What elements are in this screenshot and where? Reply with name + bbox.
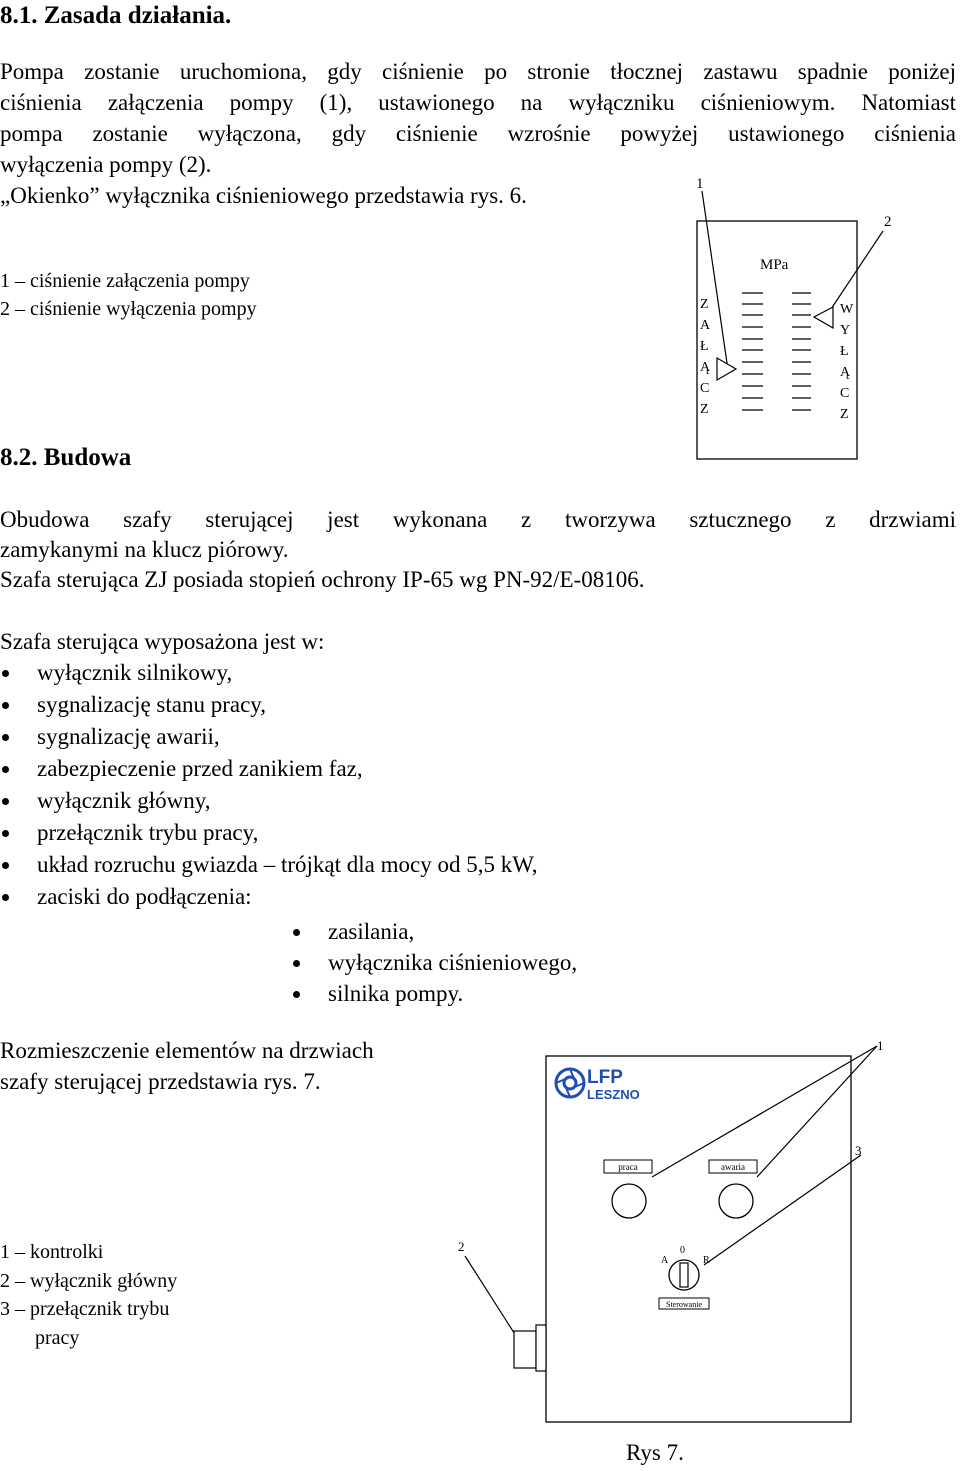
equipment-list-intro: Szafa sterująca wyposażona jest w: <box>0 629 325 654</box>
svg-text:LFP: LFP <box>587 1067 623 1088</box>
list-item: zaciski do podłączenia: <box>0 881 538 913</box>
fig6-left-letter: Z <box>700 402 709 417</box>
awaria-indicator-lamp <box>719 1184 753 1218</box>
switch-pos-r: R <box>703 1255 710 1266</box>
fig6-left-letter: Ł <box>700 339 709 354</box>
list-item: zabezpieczenie przed zanikiem faz, <box>0 753 538 785</box>
fig7-legend-3: 3 – przełącznik trybu <box>0 1298 170 1320</box>
list-item: sygnalizację awarii, <box>0 721 538 753</box>
fig6-right-letter: Z <box>840 407 849 422</box>
fig7-legend-3-cont: pracy <box>35 1327 80 1349</box>
fig6-right-letter: Y <box>840 323 851 338</box>
terminal-sub-list <box>291 916 577 1009</box>
list-item: wyłącznik silnikowy, <box>0 657 538 689</box>
fig6-label-2: 2 <box>884 214 892 230</box>
sub-list-item: zasilania, <box>291 916 577 947</box>
fig6-pressure-switch-window <box>680 170 920 466</box>
callout-3: 3 <box>855 1143 862 1158</box>
section-8-1-para-line-1: Pompa zostanie uruchomiona, gdy ciśnienie po stronie tłocznej zastawu spadnie poniżej <box>0 59 956 84</box>
praca-indicator-lamp <box>612 1184 646 1218</box>
sub-list-item: wyłącznika ciśnieniowego, <box>291 947 577 978</box>
fig7-legend-2: 2 – wyłącznik główny <box>0 1270 178 1292</box>
equipment-list <box>0 657 538 913</box>
sub-list-item: silnika pompy. <box>291 978 577 1009</box>
awaria-label: awaria <box>721 1162 745 1172</box>
section-8-1-para-line-4: wyłączenia pompy (2). <box>0 152 212 177</box>
fig6-legend-1: 1 – ciśnienie załączenia pompy <box>0 270 250 292</box>
fig6-right-letter: C <box>840 386 850 401</box>
fig7-caption: Rys 7. <box>626 1440 684 1465</box>
switch-pos-0: 0 <box>680 1245 685 1256</box>
fig6-left-letter: A <box>700 318 711 333</box>
fig6-left-letter: C <box>700 381 710 396</box>
fig6-right-letter: Ą <box>840 365 851 380</box>
main-switch-mount <box>536 1325 546 1371</box>
fig7-intro-line-2: szafy sterującej przedstawia rys. 7. <box>0 1069 321 1094</box>
list-item: przełącznik trybu pracy, <box>0 817 538 849</box>
section-8-1-para-line-2: ciśnienia załączenia pompy (1), ustawionego na wyłączniku ciśnieniowym. Natomiast <box>0 90 956 115</box>
callout-2: 2 <box>458 1239 465 1254</box>
fig7-legend-1: 1 – kontrolki <box>0 1241 104 1263</box>
section-8-2-heading: 8.2. Budowa <box>0 444 132 471</box>
list-item: układ rozruchu gwiazda – trójkąt dla mocy od 5,5 kW, <box>0 849 538 881</box>
fig6-right-letter: W <box>840 302 854 317</box>
list-item: wyłącznik główny, <box>0 785 538 817</box>
section-8-2-para-line-2: zamykanymi na klucz piórowy. <box>0 537 289 562</box>
sterowanie-label: Sterowanie <box>666 1300 702 1309</box>
callout-1: 1 <box>877 1038 884 1053</box>
fig6-legend-2: 2 – ciśnienie wyłączenia pompy <box>0 298 257 320</box>
fig7-intro-line-1: Rozmieszczenie elementów na drzwiach <box>0 1038 374 1063</box>
praca-label: praca <box>618 1162 638 1172</box>
fig6-left-letter: Z <box>700 297 709 312</box>
fig6-unit: MPa <box>760 257 789 273</box>
fig7-door-frame <box>546 1056 851 1422</box>
section-8-1-para-line-3: pompa zostanie wyłączona, gdy ciśnienie wzrośnie powyżej ustawionego ciśnienia <box>0 121 956 146</box>
fig6-reference: „Okienko” wyłącznika ciśnieniowego przedstawia rys. 6. <box>0 183 527 208</box>
main-switch-body <box>514 1331 536 1368</box>
fig6-right-letter: Ł <box>840 344 849 359</box>
section-8-1-heading: 8.1. Zasada działania. <box>0 2 232 29</box>
list-item: sygnalizację stanu pracy, <box>0 689 538 721</box>
section-8-2-protection: Szafa sterująca ZJ posiada stopień ochrony IP-65 wg PN-92/E-08106. <box>0 567 645 592</box>
fig6-left-letter: Ą <box>700 360 711 375</box>
svg-text:LESZNO: LESZNO <box>587 1087 640 1102</box>
fig7-cabinet-door <box>450 1030 900 1471</box>
section-8-2-para-line-1: Obudowa szafy sterującej jest wykonana z tworzywa sztucznego z drzwiami <box>0 507 956 532</box>
fig6-label-1: 1 <box>696 176 704 192</box>
mode-selector-knob <box>680 1263 688 1287</box>
switch-pos-a: A <box>661 1255 669 1266</box>
